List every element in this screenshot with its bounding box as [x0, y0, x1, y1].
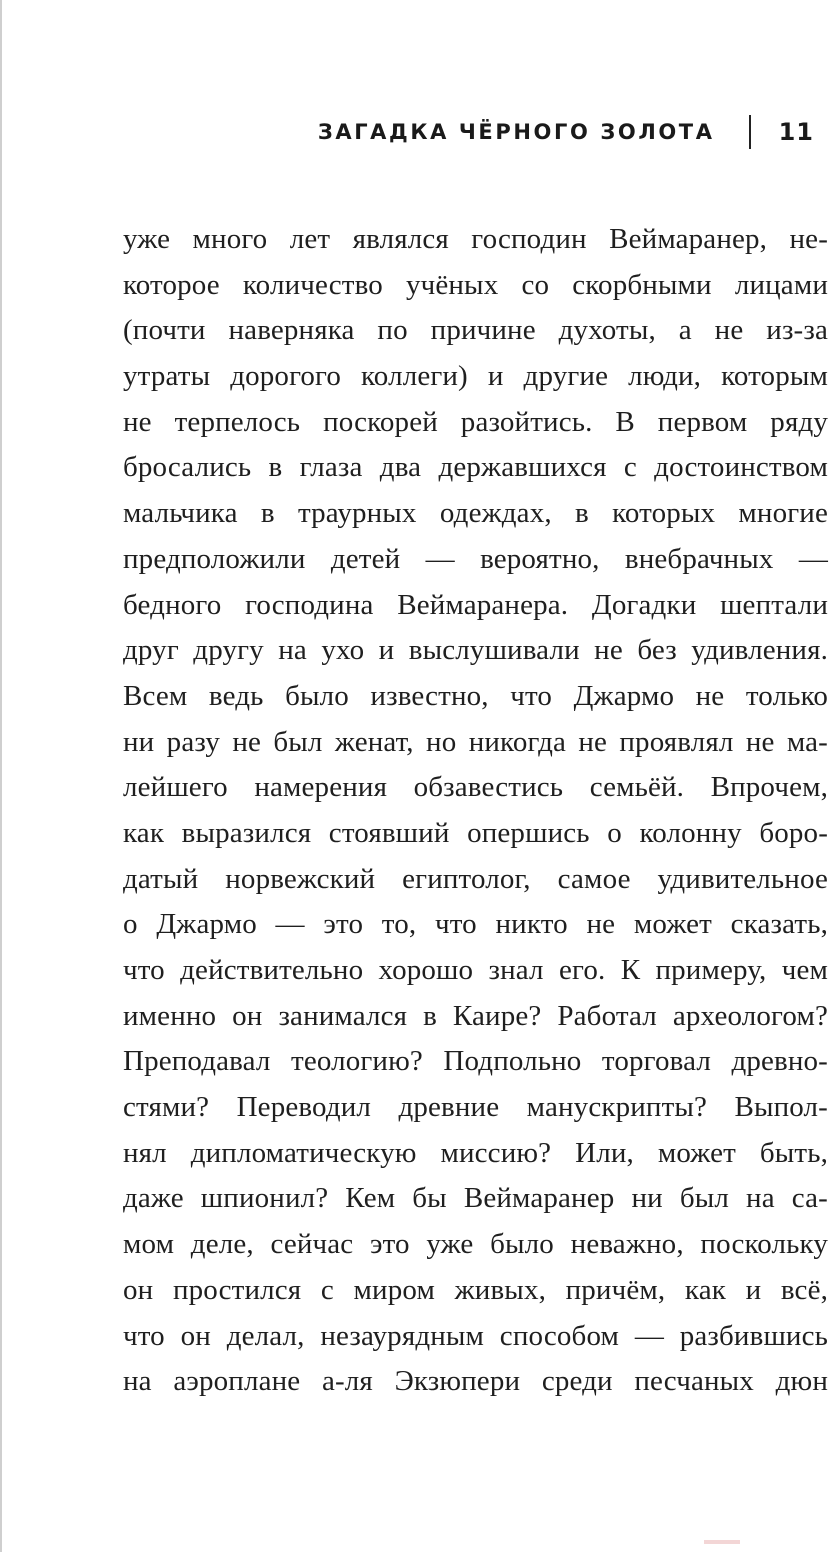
text-line: не терпелось поскорей разойтись. В первом ряду [123, 405, 828, 438]
text-line: нял дипломатическую миссию? Или, может быть, [123, 1136, 828, 1169]
text-line: Преподавал теологию? Подпольно торговал древно- [123, 1045, 828, 1078]
running-head [318, 112, 814, 152]
text-line: которое количество учёных со скорбными лицами [123, 268, 828, 301]
text-line: друг другу на ухо и выслушивали не без удивления. [123, 634, 828, 667]
text-line: мом деле, сейчас это уже было неважно, поскольку [123, 1228, 828, 1261]
text-line: он простился с миром живых, причём, как и всё, [123, 1273, 828, 1306]
text-line: что действительно хорошо знал его. К примеру, чем [123, 954, 828, 986]
text-line: Всем ведь было известно, что Джармо не только [123, 679, 828, 712]
page-edge-line [0, 0, 2, 1552]
text-line: на аэроплане а-ля Экзюпери среди песчаных дюн [123, 1365, 828, 1398]
text-line: бросались в глаза два державшихся с достоинством [123, 451, 828, 484]
text-line: ни разу не был женат, но никогда не проявлял не ма- [123, 725, 828, 758]
text-line: утраты дорогого коллеги) и другие люди, которым [123, 360, 828, 393]
text-line: именно он занимался в Каире? Работал археологом? [123, 999, 828, 1032]
text-line: бедного господина Веймаранера. Догадки шептали [123, 588, 828, 621]
text-line: как выразился стоявший опершись о колонну боро- [123, 816, 828, 849]
text-line: даже шпионил? Кем бы Веймаранер ни был на са- [123, 1182, 828, 1215]
text-line: датый норвежский египтолог, самое удивительное [123, 862, 828, 895]
text-line: предположили детей — вероятно, внебрачных — [123, 542, 828, 575]
page-number: 11 [778, 118, 814, 146]
text-line: уже много лет являлся господин Веймаранер, не- [123, 223, 828, 255]
text-line: лейшего намерения обзавестись семьёй. Впрочем, [123, 771, 828, 804]
text-line: (почти наверняка по причине духоты, а не из-за [123, 314, 828, 347]
text-line: что он делал, незаурядным способом — разбившись [123, 1319, 828, 1352]
text-line: мальчика в траурных одеждах, в которых многие [123, 497, 828, 530]
running-head-title: ЗАГАДКА ЧЁРНОГО ЗОЛОТА [317, 120, 715, 144]
text-line: стями? Переводил древние манускрипты? Выпол- [123, 1091, 828, 1124]
text-line: о Джармо — это то, что никто не может сказать, [123, 908, 828, 941]
page-corner-mark [704, 1540, 740, 1544]
body-text [123, 217, 828, 1405]
running-head-separator [749, 115, 751, 149]
